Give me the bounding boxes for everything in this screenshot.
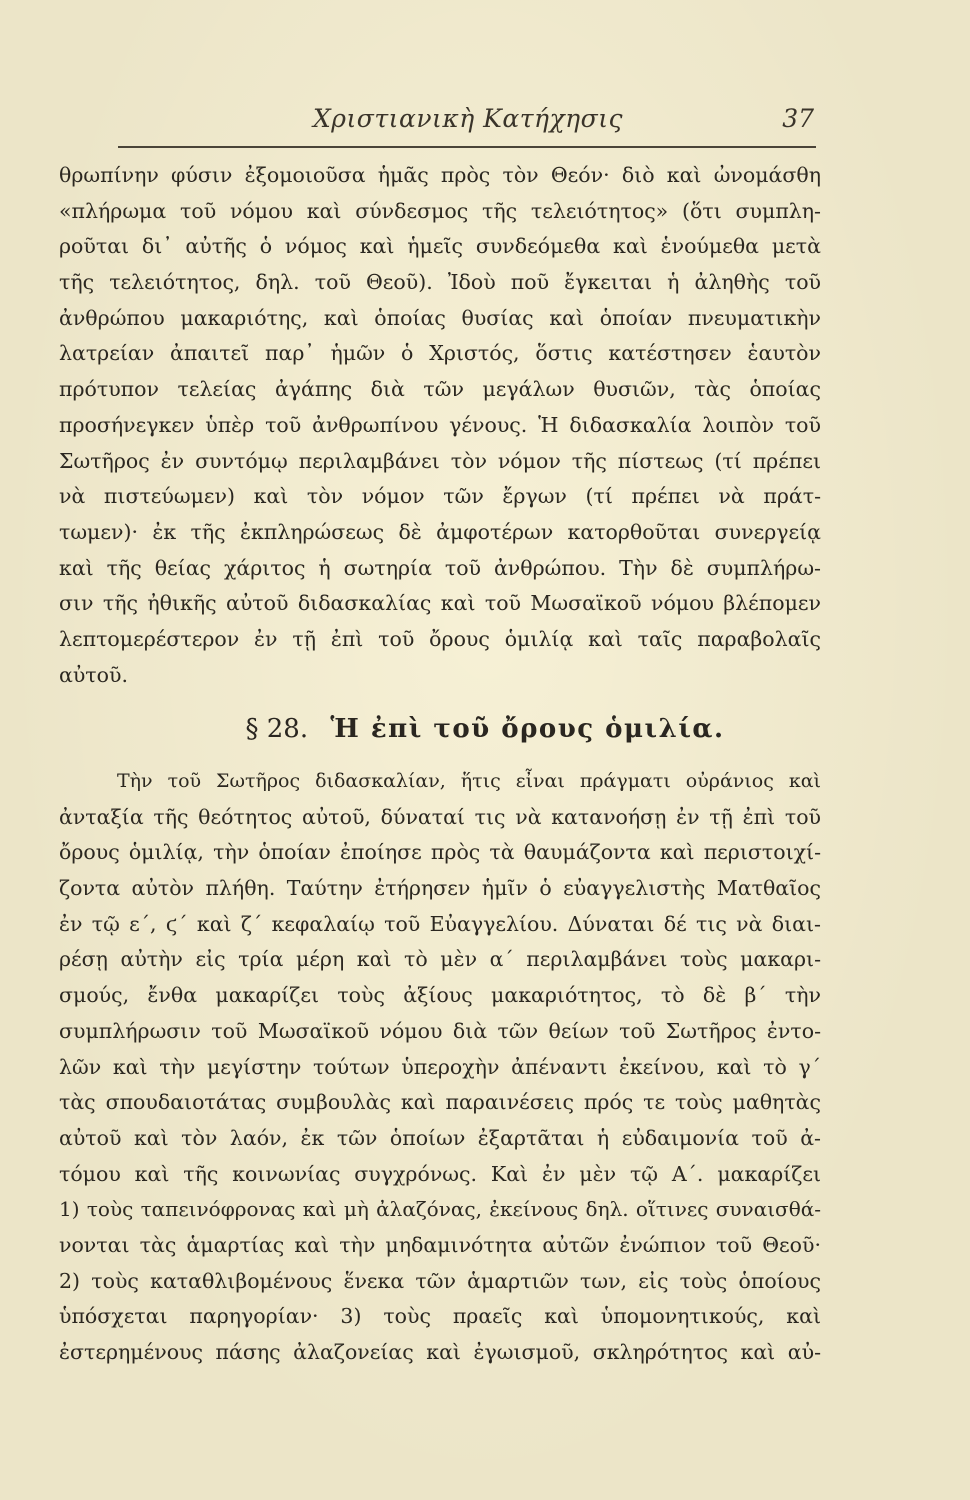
text-line: 2) τοὺς καταθλιβομένους ἕνεκα τῶν ἁμαρτιῶν των, εἰς τοὺς ὁποίους: [59, 1268, 821, 1293]
paragraph-continued: [59, 158, 821, 693]
text-line: σιν τῆς ἠθικῆς αὐτοῦ διδασκαλίας καὶ τοῦ Μωσαϊκοῦ νόμου βλέπομεν: [59, 591, 821, 616]
text-line: νονται τὰς ἁμαρτίας καὶ τὴν μηδαμινότητα αὐτῶν ἐνώπιον τοῦ Θεοῦ·: [59, 1232, 821, 1257]
text-line: αὐτοῦ καὶ τὸν λαόν, ἐκ τῶν ὁποίων ἐξαρτᾶται ἡ εὐδαιμονία τοῦ ἀ-: [59, 1125, 821, 1150]
text-line: νὰ πιστεύωμεν) καὶ τὸν νόμον τῶν ἔργων (τί πρέπει νὰ πράτ-: [59, 484, 821, 509]
text-line: Σωτῆρος ἐν συντόμῳ περιλαμβάνει τὸν νόμον τῆς πίστεως (τί πρέπει: [59, 448, 821, 473]
text-line: σμούς, ἔνθα μακαρίζει τοὺς ἀξίους μακαριότητος, τὸ δὲ β´ τὴν: [59, 983, 821, 1008]
section-heading: [0, 714, 970, 758]
text-line: ἐστερημένους πάσης ἀλαζονείας καὶ ἐγωισμοῦ, σκληρότητος καὶ αὐ-: [59, 1340, 821, 1364]
text-line: αὐτοῦ.: [59, 662, 128, 687]
text-line: λῶν καὶ τὴν μεγίστην τούτων ὑπεροχὴν ἀπέναντι ἐκείνου, καὶ τὸ γ´: [59, 1054, 821, 1079]
text-line: 1) τοὺς ταπεινόφρονας καὶ μὴ ἀλαζόνας, ἐκείνους δηλ. οἵτινες συναισθά-: [59, 1197, 821, 1222]
text-line: ζοντα αὐτὸν πλήθη. Ταύτην ἐτήρησεν ἡμῖν ὁ εὐαγγελιστὴς Ματθαῖος: [59, 876, 821, 901]
text-line: ἐν τῷ ε´, ϛ´ καὶ ζ´ κεφαλαίῳ τοῦ Εὐαγγελίου. Δύναται δέ τις νὰ διαι-: [59, 911, 821, 936]
header-rule: [118, 146, 816, 148]
text-line: ρέσῃ αὐτὴν εἰς τρία μέρη καὶ τὸ μὲν α´ περιλαμβάνει τοὺς μακαρι-: [59, 947, 821, 972]
text-line: τῆς τελειότητος, δηλ. τοῦ Θεοῦ). Ἰδοὺ ποῦ ἔγκειται ἡ ἀληθὴς τοῦ: [59, 270, 821, 295]
text-line: τὰς σπουδαιοτάτας συμβουλὰς καὶ παραινέσεις πρός τε τοὺς μαθητὰς: [59, 1090, 821, 1115]
running-title: Χριστιανικὴ Κατήχησις: [312, 104, 624, 133]
text-line: ροῦται δι᾽ αὐτῆς ὁ νόμος καὶ ἡμεῖς συνδεόμεθα καὶ ἑνούμεθα μετὰ: [59, 234, 821, 259]
text-line: συμπλήρωσιν τοῦ Μωσαϊκοῦ νόμου διὰ τῶν θείων τοῦ Σωτῆρος ἐντο-: [59, 1018, 821, 1043]
text-line: ἀνθρώπου μακαριότης, καὶ ὁποίας θυσίας καὶ ὁποίαν πνευματικὴν: [59, 305, 821, 330]
text-line: θρωπίνην φύσιν ἐξομοιοῦσα ἡμᾶς πρὸς τὸν Θεόν· διὸ καὶ ὠνομάσθη: [59, 163, 821, 187]
paragraph-sermon-on-the-mount: [59, 764, 821, 1371]
page-number: 37: [782, 104, 814, 133]
text-line: λατρείαν ἀπαιτεῖ παρ᾽ ἡμῶν ὁ Χριστός, ὅστις κατέστησεν ἑαυτὸν: [59, 341, 821, 366]
text-line: ἀνταξία τῆς θεότητος αὐτοῦ, δύναταί τις νὰ κατανοήσῃ ἐν τῇ ἐπὶ τοῦ: [59, 804, 821, 829]
text-line: καὶ τῆς θείας χάριτος ἡ σωτηρία τοῦ ἀνθρώπου. Τὴν δὲ συμπλήρω-: [59, 555, 821, 580]
section-title: Ἡ ἐπὶ τοῦ ὄρους ὁμιλία.: [330, 714, 725, 744]
text-line: ὄρους ὁμιλίᾳ, τὴν ὁποίαν ἐποίησε πρὸς τὰ θαυμάζοντα καὶ περιστοιχί-: [59, 840, 821, 865]
text-line: «πλήρωμα τοῦ νόμου καὶ σύνδεσμος τῆς τελειότητος» (ὅτι συμπλη-: [59, 198, 821, 223]
text-line: ὑπόσχεται παρηγορίαν· 3) τοὺς πραεῖς καὶ ὑπομονητικούς, καὶ: [59, 1304, 821, 1329]
section-number: § 28.: [245, 714, 309, 744]
text-line: πρότυπον τελείας ἀγάπης διὰ τῶν μεγάλων θυσιῶν, τὰς ὁποίας: [59, 377, 821, 402]
running-header: [118, 98, 818, 138]
text-line: Τὴν τοῦ Σωτῆρος διδασκαλίαν, ἥτις εἶναι πράγματι οὐράνιος καὶ: [117, 770, 821, 792]
text-line: τόμου καὶ τῆς κοινωνίας συγχρόνως. Καὶ ἐν μὲν τῷ Α´. μακαρίζει: [59, 1161, 821, 1186]
text-line: προσήνεγκεν ὑπὲρ τοῦ ἀνθρωπίνου γένους. Ἡ διδασκαλία λοιπὸν τοῦ: [59, 412, 821, 437]
text-line: τωμεν)· ἐκ τῆς ἐκπληρώσεως δὲ ἀμφοτέρων κατορθοῦται συνεργείᾳ: [59, 519, 821, 544]
text-line: λεπτομερέστερον ἐν τῇ ἐπὶ τοῦ ὄρους ὁμιλίᾳ καὶ ταῖς παραβολαῖς: [59, 626, 821, 651]
